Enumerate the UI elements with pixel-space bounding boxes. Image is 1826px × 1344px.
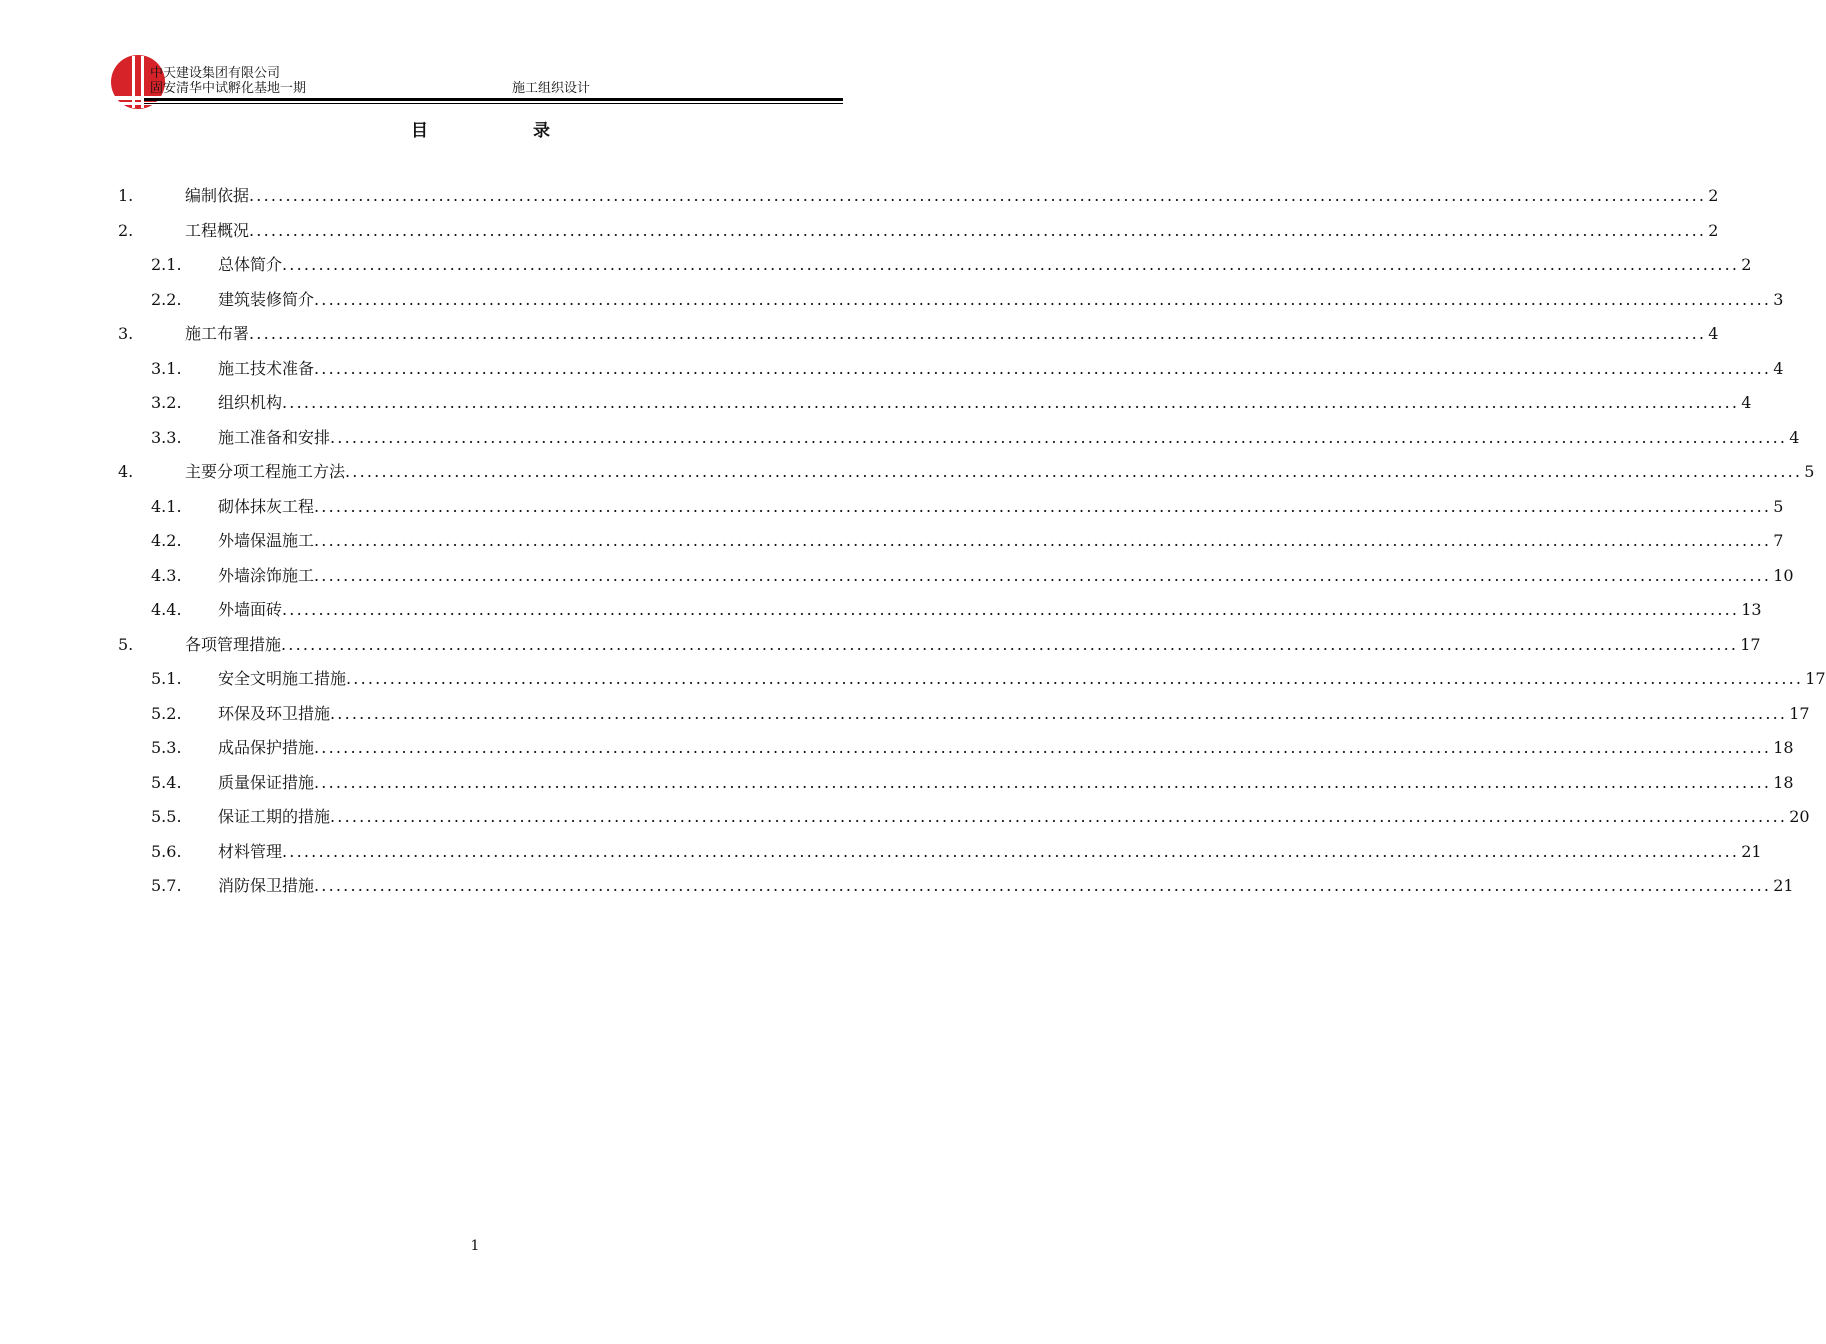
toc-entry[interactable] [118,253,1752,288]
toc-entry-number: 5.1. [151,669,182,688]
toc-entry-page: 3 [1773,289,1784,309]
toc-entry-label: 各项管理措施 [185,634,282,654]
toc-entry-leader: ........................................................................................................................................................................................................ [314,289,1772,309]
toc-entry[interactable] [118,771,1794,806]
toc-entry[interactable] [118,495,1784,530]
toc-entry-number: 5.6. [151,841,182,861]
toc-entry-leader: ........................................................................................................................................................................................................ [282,841,1740,861]
toc-title [0,116,950,140]
toc-entry[interactable] [118,426,1800,461]
toc-entry[interactable] [118,184,1719,219]
toc-title-right: 录 [533,121,550,141]
toc-entry-number: 5.7. [151,876,182,895]
toc-entry-label: 组织机构 [218,393,283,412]
toc-entry-leader: ........................................................................................................................................................................................................ [345,462,1803,481]
toc-entry-leader: ........................................................................................................................................................................................................ [249,324,1707,343]
toc-entry[interactable] [118,667,1826,702]
toc-entry-leader: ........................................................................................................................................................................................................ [314,496,1772,516]
toc-entry-leader: ........................................................................................................................................................................................................ [314,772,1772,792]
project-name: 固安清华中试孵化基地一期 [150,81,307,96]
toc-entry-label: 建筑装修简介 [218,289,315,309]
toc-entry-leader: ........................................................................................................................................................................................................ [282,255,1740,274]
toc-entry[interactable] [118,840,1762,875]
toc-entry-page: 5 [1804,462,1815,481]
toc-entry-number: 4.1. [151,496,182,516]
toc-entry-number: 5.5. [151,807,182,826]
toc-entry-label: 砌体抹灰工程 [218,496,315,516]
toc-entry-leader: ........................................................................................................................................................................................................ [314,738,1772,757]
toc-entry-label: 外墙面砖 [218,600,283,619]
toc-entry-page: 4 [1741,393,1752,412]
toc-entry-label: 施工布署 [185,324,250,343]
toc-entry-label: 材料管理 [218,841,283,861]
page-header [108,52,843,114]
toc-entry[interactable] [118,391,1752,426]
toc-entry[interactable] [118,702,1810,737]
header-rule-thick [144,98,843,101]
toc-entry-label: 质量保证措施 [218,772,315,792]
table-of-contents [118,184,1826,909]
toc-entry-number: 3.2. [151,393,182,412]
toc-entry-number: 4.2. [151,531,182,550]
toc-entry-leader: ........................................................................................................................................................................................................ [330,703,1788,723]
toc-entry-number: 3.1. [151,358,182,378]
toc-entry-leader: ........................................................................................................................................................................................................ [314,358,1772,378]
toc-entry[interactable] [118,529,1784,564]
company-name: 中天建设集团有限公司 [150,66,281,81]
header-rule-thin [144,103,843,104]
toc-entry-number: 3. [118,324,134,343]
toc-entry-number: 4. [118,462,134,481]
toc-entry-number: 4.3. [151,565,182,585]
toc-entry-number: 2.1. [151,255,182,274]
toc-entry-page: 4 [1789,427,1800,447]
toc-entry-page: 17 [1805,669,1826,688]
toc-entry-page: 18 [1773,738,1794,757]
toc-entry-leader: ........................................................................................................................................................................................................ [314,876,1772,895]
toc-entry-label: 安全文明施工措施 [218,669,347,688]
toc-entry-label: 外墙涂饰施工 [218,565,315,585]
toc-entry-leader: ........................................................................................................................................................................................................ [314,565,1772,585]
toc-entry-label: 工程概况 [185,220,250,240]
toc-entry-page: 2 [1708,220,1719,240]
toc-entry[interactable] [118,598,1762,633]
toc-entry-label: 消防保卫措施 [218,876,315,895]
toc-entry-page: 4 [1708,324,1719,343]
toc-entry-leader: ........................................................................................................................................................................................................ [249,186,1707,205]
toc-entry-label: 施工技术准备 [218,358,315,378]
toc-entry-number: 4.4. [151,600,182,619]
toc-entry-number: 2. [118,220,134,240]
toc-entry[interactable] [118,219,1719,254]
toc-entry-leader: ........................................................................................................................................................................................................ [249,220,1707,240]
toc-entry-page: 17 [1740,634,1761,654]
toc-entry-number: 5. [118,634,134,654]
document-type: 施工组织设计 [512,81,591,96]
toc-entry-page: 2 [1708,186,1719,205]
toc-entry-number: 5.3. [151,738,182,757]
toc-entry-page: 4 [1773,358,1784,378]
toc-entry-label: 主要分项工程施工方法 [185,462,346,481]
toc-entry-number: 1. [118,186,134,205]
toc-entry-page: 13 [1741,600,1762,619]
toc-entry-leader: ........................................................................................................................................................................................................ [281,634,1739,654]
page-number: 1 [470,1238,480,1254]
toc-entry-page: 20 [1789,807,1810,826]
toc-entry-label: 成品保护措施 [218,738,315,757]
toc-entry-number: 5.4. [151,772,182,792]
toc-entry-label: 总体简介 [218,255,283,274]
toc-entry[interactable] [118,288,1784,323]
toc-entry-page: 18 [1773,772,1794,792]
toc-entry-number: 2.2. [151,289,182,309]
toc-entry[interactable] [118,736,1794,771]
toc-entry-page: 17 [1789,703,1810,723]
toc-entry-label: 外墙保温施工 [218,531,315,550]
toc-entry-label: 编制依据 [185,186,250,205]
toc-entry-page: 7 [1773,531,1784,550]
toc-entry-label: 保证工期的措施 [218,807,331,826]
toc-entry-leader: ........................................................................................................................................................................................................ [330,427,1788,447]
toc-entry-leader: ........................................................................................................................................................................................................ [346,669,1804,688]
toc-entry-label: 施工准备和安排 [218,427,331,447]
toc-entry-page: 2 [1741,255,1752,274]
toc-entry[interactable] [118,805,1810,840]
toc-entry[interactable] [118,460,1815,495]
toc-entry-page: 5 [1773,496,1784,516]
toc-entry-number: 3.3. [151,427,182,447]
toc-entry-leader: ........................................................................................................................................................................................................ [314,531,1772,550]
toc-entry-label: 环保及环卫措施 [218,703,331,723]
toc-entry[interactable] [118,357,1784,392]
toc-entry[interactable] [118,633,1761,668]
toc-entry[interactable] [118,564,1794,599]
toc-entry-page: 10 [1773,565,1794,585]
toc-entry-number: 5.2. [151,703,182,723]
toc-entry-page: 21 [1741,841,1762,861]
toc-title-left: 目 [411,121,428,141]
toc-entry-leader: ........................................................................................................................................................................................................ [282,393,1740,412]
toc-entry-page: 21 [1773,876,1794,895]
toc-entry-leader: ........................................................................................................................................................................................................ [330,807,1788,826]
toc-entry[interactable] [118,874,1794,909]
toc-entry-leader: ........................................................................................................................................................................................................ [282,600,1740,619]
toc-entry[interactable] [118,322,1719,357]
